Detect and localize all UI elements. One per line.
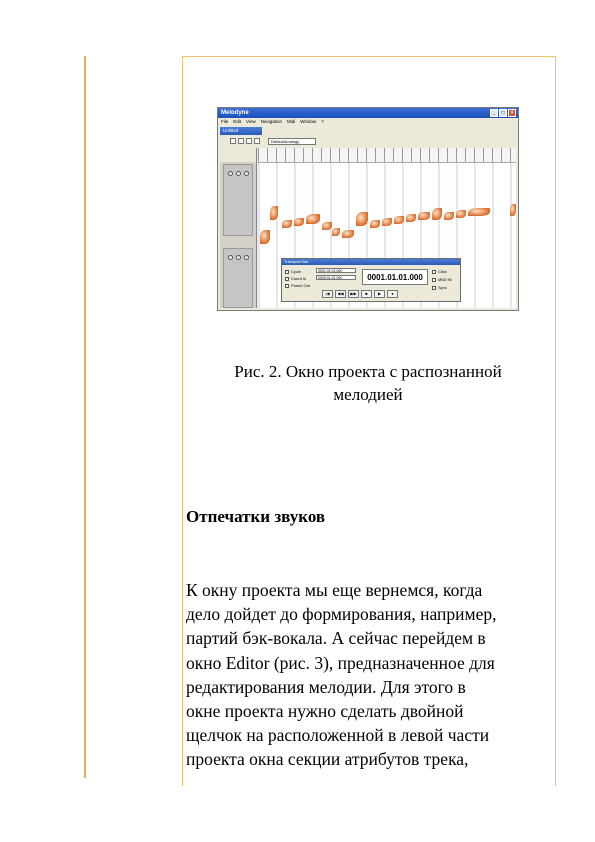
menu-edit: Edit	[233, 119, 242, 124]
caption-line-2: мелодией	[333, 385, 403, 404]
caption-line-1: Рис. 2. Окно проекта с распознанной	[234, 362, 502, 381]
timeline-ruler	[258, 148, 516, 163]
window-title: Melodyne	[221, 110, 249, 116]
note-blob	[306, 214, 320, 224]
knob-icon	[228, 171, 233, 176]
note-blob	[322, 222, 332, 230]
note-blob	[456, 210, 466, 218]
knob-icon	[228, 255, 233, 260]
back-icon: ◀◀	[335, 290, 346, 298]
play-icon: ▶	[374, 290, 385, 298]
cycle-label: Cycle	[291, 269, 302, 274]
knob-icon	[236, 255, 241, 260]
note-blob	[418, 212, 430, 220]
track-attributes-panel	[223, 164, 253, 236]
note-blob	[370, 220, 380, 228]
menu-navigation: Navigation	[260, 119, 282, 124]
subwindow-title: Untitled	[220, 127, 262, 135]
transport-title: Transport Bar	[282, 259, 460, 265]
knob-icon	[244, 255, 249, 260]
punch-label: Punch Out	[291, 283, 310, 288]
paragraph-line-4: окно Editor (рис. 3), предназначенное для	[186, 652, 495, 673]
menu-file: File	[221, 119, 229, 124]
record-icon: ●	[387, 290, 398, 298]
menu-midi: Midi	[286, 119, 296, 124]
track-attributes-panel-2	[223, 248, 253, 308]
transport-bar	[281, 258, 461, 302]
paragraph-line-1: К окну проекта мы еще вернемся, когда	[186, 580, 483, 600]
sync-label: Sync	[438, 285, 447, 290]
click-row	[432, 269, 447, 274]
rewind-icon: |◀	[322, 290, 333, 298]
time-tool-icon	[246, 138, 252, 144]
note-blob	[282, 220, 292, 228]
midi-row	[432, 277, 452, 282]
note-blob	[382, 218, 392, 226]
knob-icon	[236, 171, 241, 176]
punch-checkbox	[285, 284, 289, 288]
sync-row	[432, 285, 447, 290]
section-heading: Отпечатки звуков	[186, 507, 326, 526]
figure-caption	[200, 360, 536, 406]
note-blob	[394, 216, 404, 224]
paragraph-line-8: проекта окна секции атрибутов трека,	[186, 749, 469, 770]
time-display: 0001.01.01.000	[362, 269, 428, 285]
click-checkbox	[432, 270, 436, 274]
menu-window: Window	[300, 119, 317, 124]
paragraph-line-5: редактирования мелодии. Для этого в	[186, 676, 466, 697]
forward-icon: ▶▶	[348, 290, 359, 298]
window-titlebar	[218, 108, 518, 118]
track-sidebar	[220, 148, 257, 308]
close-icon: ×	[508, 109, 516, 117]
pointer-tool-icon	[230, 138, 236, 144]
click-label: Click	[438, 269, 447, 274]
toolbar	[220, 136, 516, 146]
knob-icon	[244, 171, 249, 176]
note-blob	[356, 212, 368, 226]
amplitude-tool-icon	[254, 138, 260, 144]
note-blob	[510, 204, 516, 216]
note-blob	[432, 208, 442, 220]
note-blob	[468, 208, 490, 216]
figure-screenshot	[217, 107, 519, 311]
midi-label: MIDI IN	[438, 277, 452, 282]
paragraph-line-6: окне проекта нужно сделать двойной	[186, 701, 464, 722]
note-blob	[260, 230, 270, 244]
sync-checkbox	[432, 286, 436, 290]
folder-icon	[220, 148, 256, 162]
stop-icon: ■	[361, 290, 372, 298]
note-blob	[270, 206, 278, 220]
paragraph-line-2: дело дойдет до формирования, например,	[186, 604, 497, 625]
note-blob	[332, 228, 340, 236]
count-in-row	[285, 276, 306, 281]
maximize-icon: □	[499, 109, 507, 117]
midi-checkbox	[432, 278, 436, 282]
note-blob	[342, 230, 354, 238]
minimize-icon: _	[490, 109, 498, 117]
paragraph-line-7: щелчок на расположенной в левой части	[186, 725, 490, 746]
cycle-checkbox	[285, 270, 289, 274]
pitch-tool-icon	[238, 138, 244, 144]
algorithm-dropdown: Default/Analogy	[268, 138, 316, 145]
note-blob	[444, 212, 454, 220]
cycle-row	[285, 269, 301, 274]
left-accent-rule	[84, 56, 86, 778]
cycle-end-field: 0009.01.01.000	[316, 275, 356, 280]
cycle-start-field: 0001.01.01.000	[316, 268, 356, 273]
punch-row	[285, 283, 310, 288]
transport-buttons	[322, 290, 398, 298]
paragraph-line-3: партий бэк-вокала. А сейчас перейдем в	[186, 628, 486, 649]
count-in-checkbox	[285, 277, 289, 281]
menu-bar	[218, 118, 518, 126]
note-blob	[294, 218, 304, 226]
note-blob	[406, 214, 416, 222]
menu-help: ?	[321, 119, 324, 124]
menu-view: View	[246, 119, 256, 124]
body-paragraph	[186, 578, 556, 772]
count-in-label: Count In	[291, 276, 307, 281]
